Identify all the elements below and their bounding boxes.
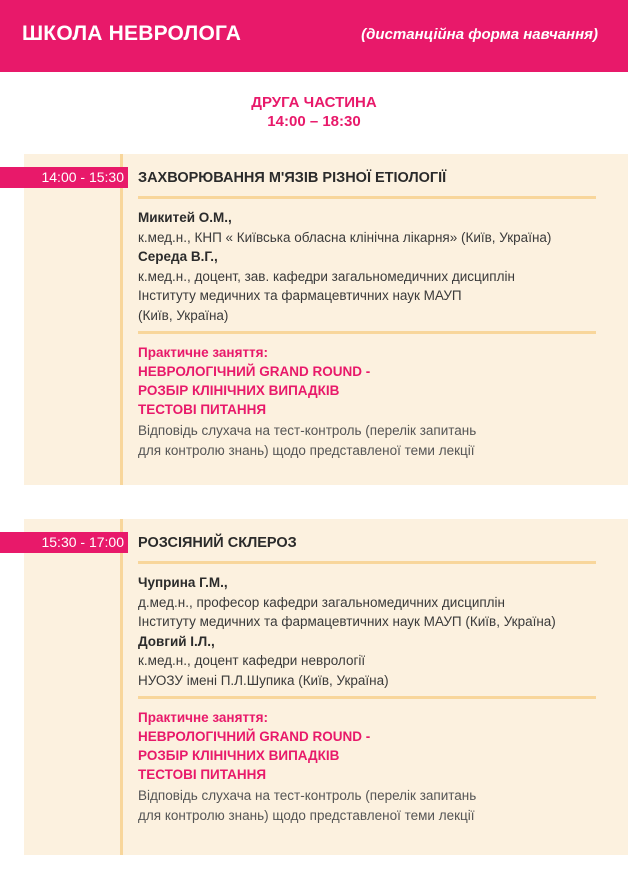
practice-title-line: НЕВРОЛОГІЧНИЙ GRAND ROUND -	[138, 364, 371, 379]
speaker-details: Інституту медичних та фармацевтичних наук МАУП (Київ, Україна)	[138, 614, 556, 629]
format-subtitle: (дистанційна форма навчання)	[361, 26, 598, 43]
practice-title-line: РОЗБІР КЛІНІЧНИХ ВИПАДКІВ	[138, 383, 340, 398]
session-topic: РОЗСІЯНИЙ СКЛЕРОЗ	[138, 535, 297, 551]
speaker-details: д.мед.н., професор кафедри загальномедичних дисциплін	[138, 594, 506, 610]
speaker-name: Довгий І.Л.,	[138, 633, 215, 649]
practice-note: Відповідь слухача на тест-контроль (перелік запитань	[138, 423, 477, 438]
speaker-details: Інституту медичних та фармацевтичних наук МАУП	[138, 288, 462, 303]
part-title: ДРУГА ЧАСТИНА	[251, 94, 377, 111]
divider	[138, 561, 596, 564]
speaker-name: Микитей О.М.,	[138, 210, 232, 225]
session-content	[138, 168, 598, 460]
session-time-badge: 15:30 - 17:00	[0, 532, 128, 553]
practice-title-line: ТЕСТОВІ ПИТАННЯ	[138, 402, 267, 417]
speaker-details: к.мед.н., КНП « Київська обласна клінічна лікарня» (Київ, Україна)	[138, 229, 552, 245]
school-title: ШКОЛА НЕВРОЛОГА	[22, 22, 242, 45]
session-content	[138, 533, 598, 825]
divider	[138, 331, 596, 334]
divider	[138, 196, 596, 199]
practice-title-line: РОЗБІР КЛІНІЧНИХ ВИПАДКІВ	[138, 748, 340, 763]
timeline-divider	[120, 519, 123, 855]
header-banner	[0, 0, 628, 72]
timeline-divider	[120, 154, 123, 485]
practice-title-line: ТЕСТОВІ ПИТАННЯ	[138, 767, 267, 782]
practice-label: Практичне заняття:	[138, 710, 269, 725]
speaker-details: НУОЗУ імені П.Л.Шупика (Київ, Україна)	[138, 672, 389, 688]
session-time-badge: 14:00 - 15:30	[0, 167, 128, 188]
practice-note: для контролю знань) щодо представленої теми лекції	[138, 442, 475, 458]
divider	[138, 696, 596, 699]
speaker-name: Середа В.Г.,	[138, 249, 218, 264]
session-topic: ЗАХВОРЮВАННЯ М'ЯЗІВ РІЗНОЇ ЕТІОЛОГІЇ	[138, 170, 447, 186]
speaker-details: к.мед.н., доцент, зав. кафедри загальномедичних дисциплін	[138, 268, 515, 284]
practice-label: Практичне заняття:	[138, 345, 269, 360]
practice-note: Відповідь слухача на тест-контроль (перелік запитань	[138, 788, 477, 803]
speaker-details: к.мед.н., доцент кафедри неврології	[138, 653, 366, 668]
speaker-details: (Київ, Україна)	[138, 307, 229, 323]
practice-note: для контролю знань) щодо представленої теми лекції	[138, 807, 475, 823]
part-time: 14:00 – 18:30	[267, 113, 361, 130]
practice-title-line: НЕВРОЛОГІЧНИЙ GRAND ROUND -	[138, 729, 371, 744]
speaker-name: Чуприна Г.М.,	[138, 575, 228, 590]
